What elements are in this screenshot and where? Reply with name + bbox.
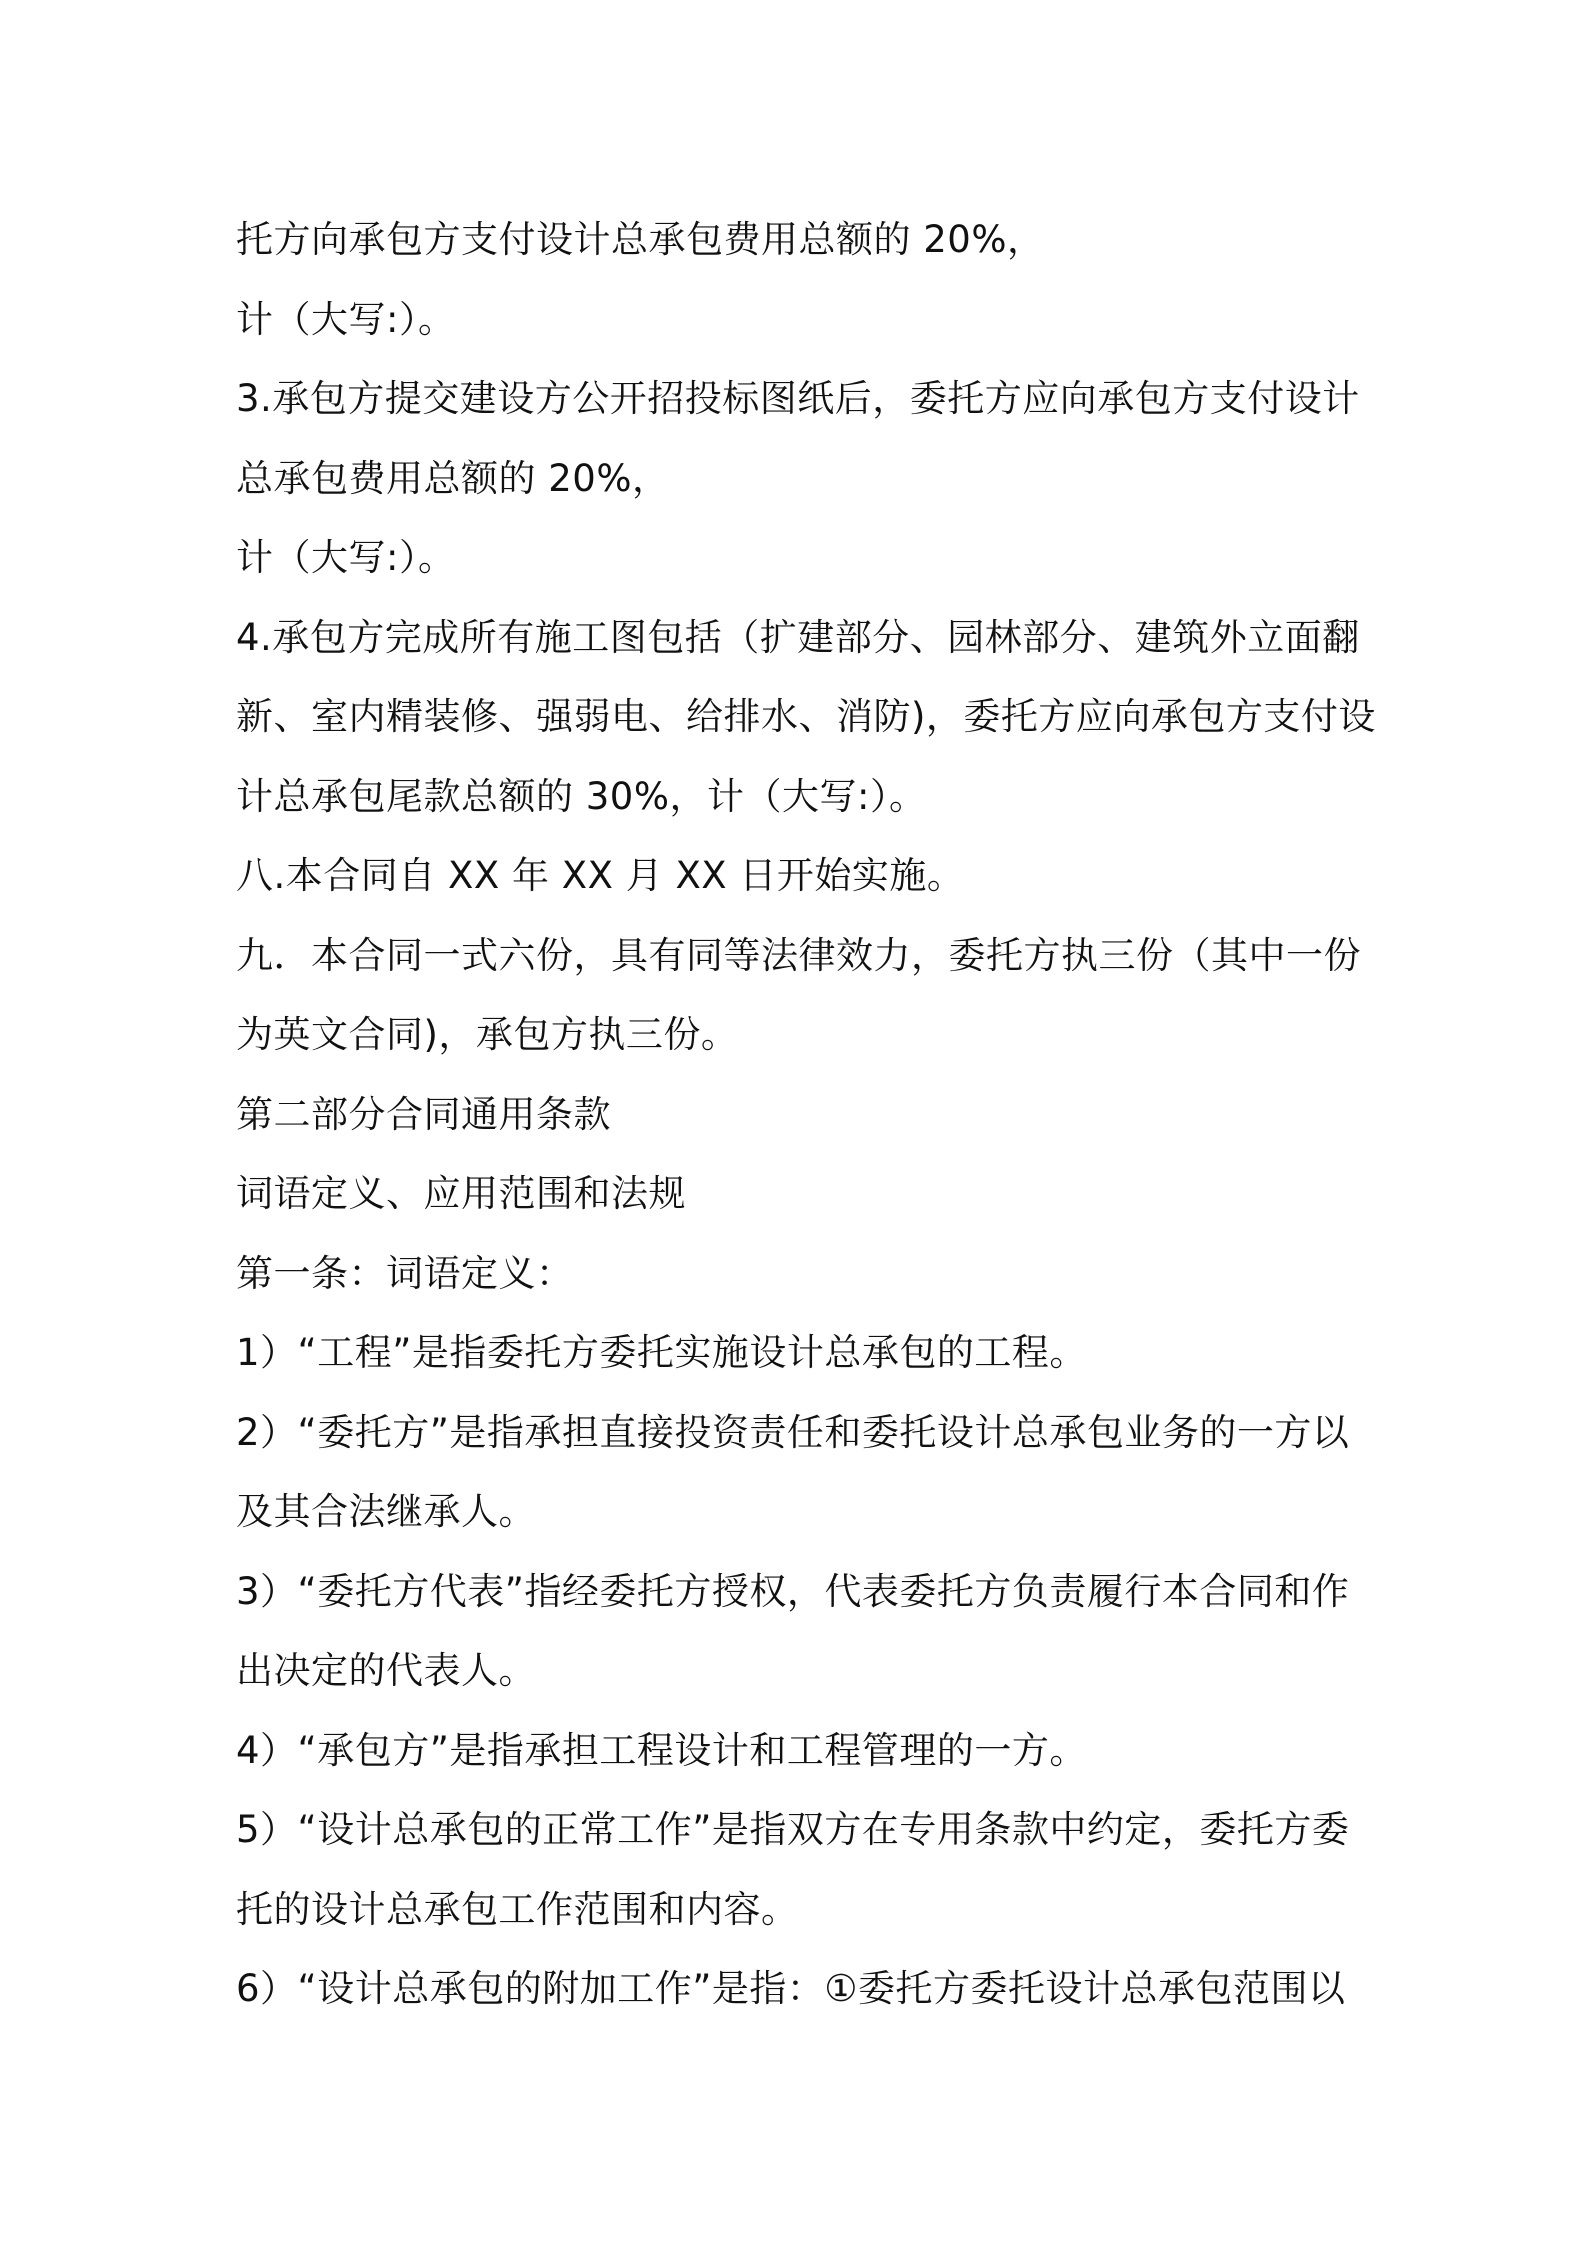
definition-item: 1）“工程”是指委托方委托实施设计总承包的工程。 (236, 1331, 1087, 1374)
text-line: 计（大写:）。 (236, 536, 456, 579)
subsection-heading: 词语定义、应用范围和法规 (236, 1172, 686, 1215)
text-line: 3.承包方提交建设方公开招投标图纸后，委托方应向承包方支付设计 (236, 377, 1360, 420)
text-line: 九．本合同一式六份，具有同等法律效力，委托方执三份（其中一份 (236, 933, 1361, 977)
text-line: 总承包费用总额的 20%， (236, 456, 670, 500)
text-line: 托方向承包方支付设计总承包费用总额的 20%， (236, 218, 1045, 261)
definition-item: 3）“委托方代表”指经委托方授权，代表委托方负责履行本合同和作 (236, 1569, 1350, 1613)
text-line: 新、室内精装修、强弱电、给排水、消防)，委托方应向承包方支付设 (236, 695, 1376, 738)
text-line: 4.承包方完成所有施工图包括（扩建部分、园林部分、建筑外立面翻 (236, 615, 1360, 659)
section-heading: 第二部分合同通用条款 (236, 1092, 611, 1136)
definition-item: 5）“设计总承包的正常工作”是指双方在专用条款中约定，委托方委 (236, 1808, 1350, 1851)
text-line: 托的设计总承包工作范围和内容。 (236, 1887, 799, 1931)
article-heading: 第一条：词语定义： (236, 1251, 574, 1295)
definition-item: 2）“委托方”是指承担直接投资责任和委托设计总承包业务的一方以 (236, 1410, 1350, 1454)
document-body (236, 200, 1386, 2029)
text-line: 及其合法继承人。 (236, 1490, 536, 1533)
text-line: 八.本合同自 XX 年 XX 月 XX 日开始实施。 (236, 854, 965, 897)
text-line: 计（大写:）。 (236, 297, 456, 341)
text-line: 出决定的代表人。 (236, 1649, 536, 1692)
text-line: 计总承包尾款总额的 30%，计（大写:）。 (236, 774, 927, 818)
definition-item: 4）“承包方”是指承担工程设计和工程管理的一方。 (236, 1728, 1087, 1772)
definition-item: 6）“设计总承包的附加工作”是指：①委托方委托设计总承包范围以 (236, 1967, 1346, 2010)
text-line: 为英文合同)，承包方执三份。 (236, 1013, 739, 1056)
